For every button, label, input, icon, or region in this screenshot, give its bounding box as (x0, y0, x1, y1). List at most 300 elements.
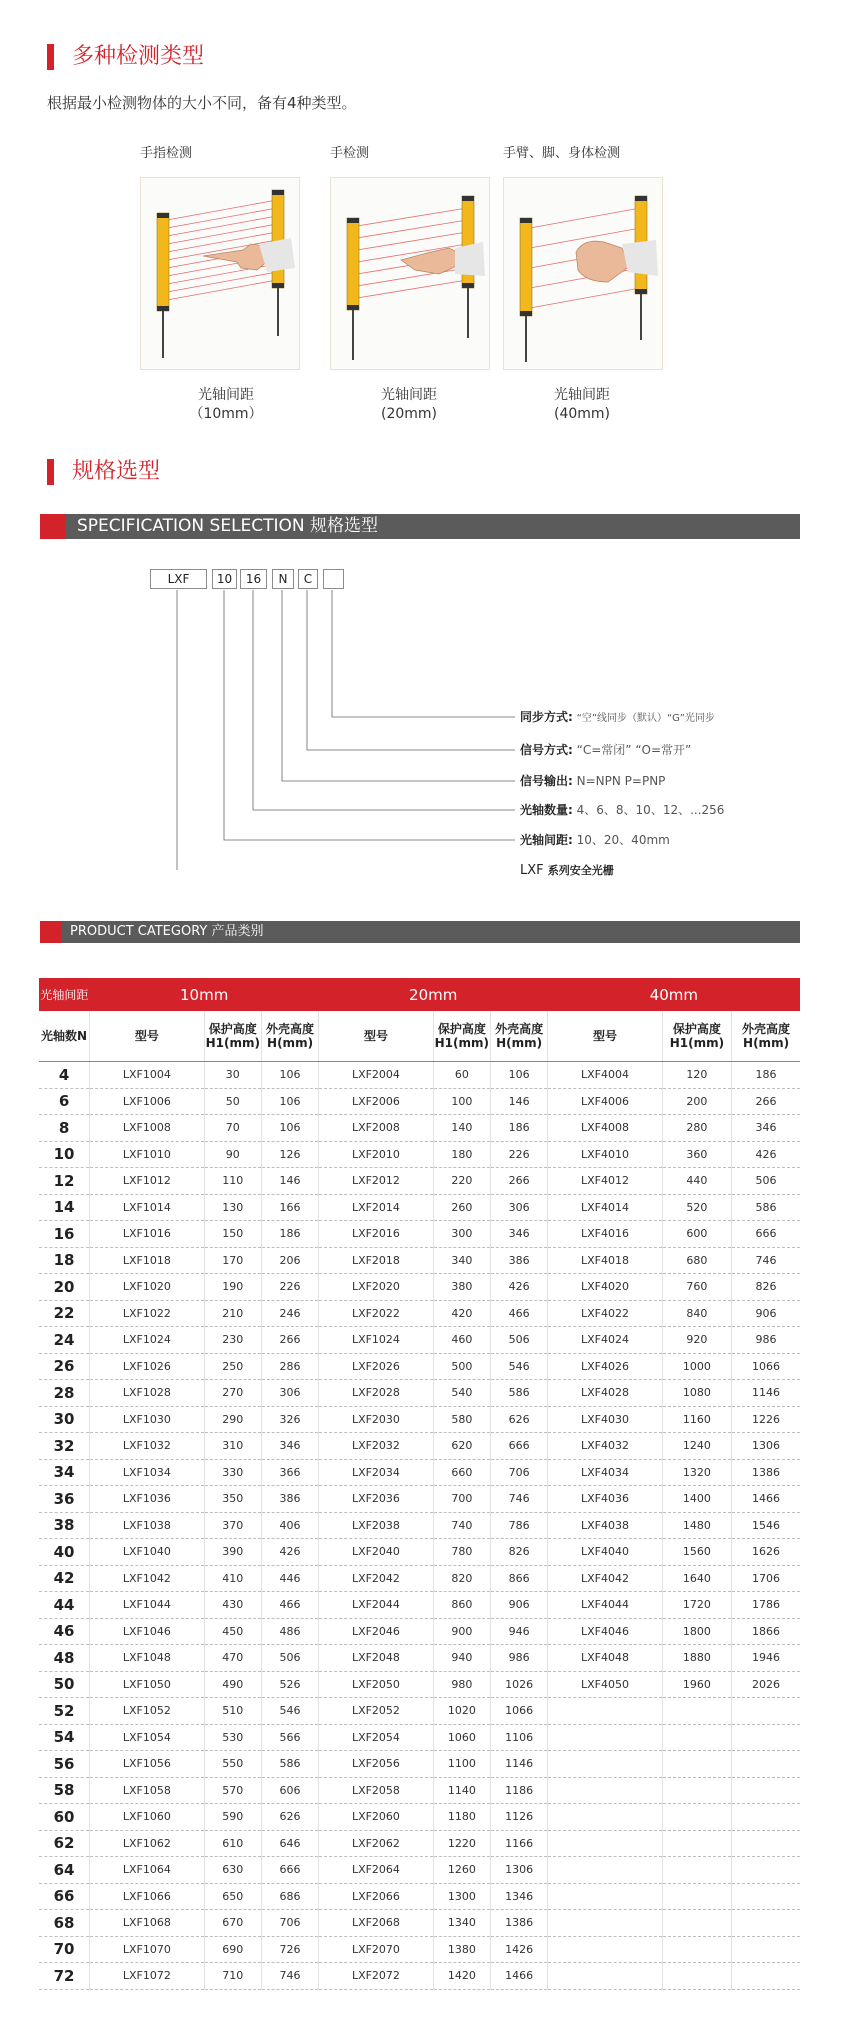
cell-model-20mm: LXF2014 (319, 1194, 434, 1221)
cell-h-10mm: 326 (261, 1406, 318, 1433)
cell-model-40mm (548, 1936, 663, 1963)
cell-h-10mm: 746 (261, 1963, 318, 1990)
cell-h1-40mm (662, 1724, 731, 1751)
cell-model-40mm: LXF4020 (548, 1274, 663, 1301)
cell-h-40mm: 266 (732, 1088, 800, 1115)
cell-model-20mm: LXF2070 (319, 1936, 434, 1963)
cell-h1-20mm: 940 (433, 1645, 490, 1672)
band-accent (40, 514, 65, 539)
spacing-label-20mm (329, 386, 489, 424)
cell-axis-count: 44 (39, 1592, 90, 1619)
cell-h1-40mm: 1640 (662, 1565, 731, 1592)
cell-h-40mm (732, 1698, 800, 1725)
product-category-table (39, 978, 800, 1990)
cell-h-10mm: 606 (261, 1777, 318, 1804)
cell-axis-count: 40 (39, 1539, 90, 1566)
cell-h-40mm: 1386 (732, 1459, 800, 1486)
band-title: PRODUCT CATEGORY 产品类别 (70, 924, 264, 939)
cell-model-20mm: LXF2072 (319, 1963, 434, 1990)
cell-h1-40mm: 840 (662, 1300, 731, 1327)
table-row (39, 1247, 800, 1274)
cell-model-10mm: LXF1044 (90, 1592, 205, 1619)
cell-h1-40mm: 1960 (662, 1671, 731, 1698)
cell-axis-count: 54 (39, 1724, 90, 1751)
header-housing-height: 外壳高度H(mm) (261, 1011, 318, 1062)
cell-h1-20mm: 1220 (433, 1830, 490, 1857)
legend-label: 光轴数量: (520, 803, 573, 817)
spacing-label-10mm (146, 386, 306, 424)
legend-label: 信号输出: (520, 774, 573, 788)
header-protect-height: 保护高度H1(mm) (433, 1011, 490, 1062)
legend-value: 4、6、8、10、12、...256 (576, 803, 725, 817)
cell-model-10mm: LXF1054 (90, 1724, 205, 1751)
cell-h1-10mm: 70 (204, 1115, 261, 1142)
cell-h-40mm: 1066 (732, 1353, 800, 1380)
cell-h1-20mm: 980 (433, 1671, 490, 1698)
cell-h1-20mm: 660 (433, 1459, 490, 1486)
header-housing-height: 外壳高度H(mm) (490, 1011, 547, 1062)
code-box-spacing: 10 (212, 569, 237, 589)
cell-model-10mm: LXF1066 (90, 1883, 205, 1910)
cell-h-20mm: 1426 (490, 1936, 547, 1963)
cell-h1-20mm: 820 (433, 1565, 490, 1592)
cell-model-40mm: LXF4022 (548, 1300, 663, 1327)
type-caption-arm-body: 手臂、脚、身体检测 (503, 146, 621, 161)
table-row (39, 1936, 800, 1963)
cell-h-10mm: 226 (261, 1274, 318, 1301)
legend-value: N=NPN P=PNP (576, 774, 666, 788)
table-row (39, 1300, 800, 1327)
cell-h1-20mm: 300 (433, 1221, 490, 1248)
cell-axis-count: 34 (39, 1459, 90, 1486)
cell-h-10mm: 346 (261, 1433, 318, 1460)
spacing-label: 光轴间距 (198, 387, 254, 403)
cell-h-10mm: 106 (261, 1088, 318, 1115)
spacing-label: 光轴间距 (381, 387, 437, 403)
table-row (39, 1618, 800, 1645)
cell-model-10mm: LXF1046 (90, 1618, 205, 1645)
legend-sync-mode (520, 709, 715, 727)
cell-h1-40mm (662, 1883, 731, 1910)
table-row (39, 1565, 800, 1592)
cell-h-20mm: 346 (490, 1221, 547, 1248)
spacing-value: (20mm) (380, 406, 437, 422)
cell-model-20mm: LXF2026 (319, 1353, 434, 1380)
cell-h-40mm: 426 (732, 1141, 800, 1168)
cell-model-20mm: LXF2042 (319, 1565, 434, 1592)
cell-h-40mm: 1786 (732, 1592, 800, 1619)
cell-model-40mm (548, 1857, 663, 1884)
cell-h-10mm: 366 (261, 1459, 318, 1486)
cell-h-10mm: 686 (261, 1883, 318, 1910)
table-row (39, 1141, 800, 1168)
cell-model-40mm: LXF4042 (548, 1565, 663, 1592)
cell-model-10mm: LXF1032 (90, 1433, 205, 1460)
hand-detection-image (330, 177, 490, 370)
cell-h-20mm: 266 (490, 1168, 547, 1195)
code-box-output: N (272, 569, 294, 589)
cell-axis-count: 22 (39, 1300, 90, 1327)
cell-axis-count: 36 (39, 1486, 90, 1513)
cell-h-10mm: 586 (261, 1751, 318, 1778)
cell-axis-count: 70 (39, 1936, 90, 1963)
code-box-signal: C (298, 569, 318, 589)
cell-model-10mm: LXF1070 (90, 1936, 205, 1963)
cell-h1-20mm: 100 (433, 1088, 490, 1115)
cell-h-10mm: 426 (261, 1539, 318, 1566)
cell-h-10mm: 206 (261, 1247, 318, 1274)
header-axis-count: 光轴数N (39, 1011, 90, 1062)
cell-h-40mm: 2026 (732, 1671, 800, 1698)
cell-model-20mm: LXF2040 (319, 1539, 434, 1566)
cell-axis-count: 68 (39, 1910, 90, 1937)
cell-model-20mm: LXF2032 (319, 1433, 434, 1460)
cell-axis-count: 30 (39, 1406, 90, 1433)
cell-model-10mm: LXF1028 (90, 1380, 205, 1407)
cell-h-40mm (732, 1910, 800, 1937)
cell-h-10mm: 406 (261, 1512, 318, 1539)
cell-h1-40mm: 280 (662, 1115, 731, 1142)
cell-h1-10mm: 530 (204, 1724, 261, 1751)
cell-h-10mm: 106 (261, 1115, 318, 1142)
cell-h-10mm: 286 (261, 1353, 318, 1380)
cell-model-10mm: LXF1040 (90, 1539, 205, 1566)
cell-h1-20mm: 420 (433, 1300, 490, 1327)
cell-axis-count: 6 (39, 1088, 90, 1115)
table-row (39, 1883, 800, 1910)
cell-h1-20mm: 700 (433, 1486, 490, 1513)
cell-model-10mm: LXF1050 (90, 1671, 205, 1698)
header-model: 型号 (319, 1011, 434, 1062)
cell-h-20mm: 946 (490, 1618, 547, 1645)
cell-h1-10mm: 250 (204, 1353, 261, 1380)
cell-h-40mm: 1546 (732, 1512, 800, 1539)
section-title-spec-selection: 规格选型 (72, 459, 161, 484)
cell-model-20mm: LXF2016 (319, 1221, 434, 1248)
cell-h1-40mm: 360 (662, 1141, 731, 1168)
cell-h1-40mm: 1000 (662, 1353, 731, 1380)
cell-model-10mm: LXF1052 (90, 1698, 205, 1725)
cell-h1-40mm: 200 (662, 1088, 731, 1115)
table-row (39, 1327, 800, 1354)
intro-text: 根据最小检测物体的大小不同，备有4种类型。 (47, 94, 357, 112)
spacing-value: (40mm) (553, 406, 610, 422)
cell-h1-20mm: 60 (433, 1062, 490, 1089)
header-axis-spacing: 光轴间距 (39, 978, 90, 1011)
cell-model-40mm: LXF4048 (548, 1645, 663, 1672)
cell-model-40mm: LXF4014 (548, 1194, 663, 1221)
cell-model-40mm: LXF4028 (548, 1380, 663, 1407)
cell-model-20mm: LXF2038 (319, 1512, 434, 1539)
table-row (39, 1353, 800, 1380)
cell-h-40mm (732, 1936, 800, 1963)
cell-h1-40mm: 120 (662, 1062, 731, 1089)
cell-h-40mm: 586 (732, 1194, 800, 1221)
cell-h1-10mm: 630 (204, 1857, 261, 1884)
cell-model-40mm: LXF4016 (548, 1221, 663, 1248)
cell-model-10mm: LXF1064 (90, 1857, 205, 1884)
cell-model-10mm: LXF1022 (90, 1300, 205, 1327)
table-row (39, 1486, 800, 1513)
cell-h-20mm: 1126 (490, 1804, 547, 1831)
cell-h-40mm: 1306 (732, 1433, 800, 1460)
cell-h-10mm: 486 (261, 1618, 318, 1645)
cell-h-10mm: 506 (261, 1645, 318, 1672)
cell-model-40mm: LXF4046 (548, 1618, 663, 1645)
cell-model-40mm: LXF4018 (548, 1247, 663, 1274)
cell-h-40mm: 906 (732, 1300, 800, 1327)
cell-axis-count: 50 (39, 1671, 90, 1698)
cell-model-20mm: LXF2010 (319, 1141, 434, 1168)
cell-h-20mm: 466 (490, 1300, 547, 1327)
cell-h1-10mm: 430 (204, 1592, 261, 1619)
cell-axis-count: 42 (39, 1565, 90, 1592)
cell-h1-10mm: 450 (204, 1618, 261, 1645)
cell-h-10mm: 666 (261, 1857, 318, 1884)
cell-h-20mm: 426 (490, 1274, 547, 1301)
cell-h1-20mm: 900 (433, 1618, 490, 1645)
legend-value: 系列安全光栅 (547, 864, 614, 877)
table-row (39, 1168, 800, 1195)
cell-h1-40mm: 680 (662, 1247, 731, 1274)
band-title: SPECIFICATION SELECTION 规格选型 (77, 516, 379, 536)
table-row (39, 1380, 800, 1407)
cell-model-40mm (548, 1804, 663, 1831)
cell-h1-40mm: 1880 (662, 1645, 731, 1672)
cell-h-40mm: 1866 (732, 1618, 800, 1645)
cell-model-10mm: LXF1018 (90, 1247, 205, 1274)
cell-h-40mm (732, 1857, 800, 1884)
cell-h1-40mm (662, 1910, 731, 1937)
cell-h-40mm: 746 (732, 1247, 800, 1274)
cell-h-40mm (732, 1804, 800, 1831)
table-row (39, 1539, 800, 1566)
cell-h1-10mm: 670 (204, 1910, 261, 1937)
table-row (39, 1406, 800, 1433)
table-row (39, 1088, 800, 1115)
cell-model-20mm: LXF2054 (319, 1724, 434, 1751)
cell-axis-count: 38 (39, 1512, 90, 1539)
cell-axis-count: 58 (39, 1777, 90, 1804)
cell-h1-10mm: 370 (204, 1512, 261, 1539)
cell-model-20mm: LXF2046 (319, 1618, 434, 1645)
cell-h-40mm: 1146 (732, 1380, 800, 1407)
section-title-detection-types: 多种检测类型 (72, 44, 205, 69)
cell-h1-10mm: 170 (204, 1247, 261, 1274)
table-body (39, 1062, 800, 1990)
cell-axis-count: 18 (39, 1247, 90, 1274)
table-row (39, 1645, 800, 1672)
cell-h1-20mm: 1140 (433, 1777, 490, 1804)
cell-h1-40mm (662, 1830, 731, 1857)
cell-h1-20mm: 1100 (433, 1751, 490, 1778)
cell-h1-20mm: 1420 (433, 1963, 490, 1990)
finger-detection-image (140, 177, 300, 370)
arm-body-detection-image (503, 177, 663, 370)
cell-model-10mm: LXF1016 (90, 1221, 205, 1248)
cell-h-20mm: 386 (490, 1247, 547, 1274)
cell-model-40mm (548, 1910, 663, 1937)
spec-selection-band (40, 514, 800, 539)
cell-model-40mm: LXF4006 (548, 1088, 663, 1115)
header-group-20mm: 20mm (319, 978, 548, 1011)
table-row (39, 1433, 800, 1460)
cell-h-20mm: 186 (490, 1115, 547, 1142)
cell-h1-10mm: 50 (204, 1088, 261, 1115)
cell-h-40mm (732, 1777, 800, 1804)
table-row (39, 1592, 800, 1619)
cell-h-20mm: 986 (490, 1645, 547, 1672)
cell-h-20mm: 146 (490, 1088, 547, 1115)
cell-h-20mm: 786 (490, 1512, 547, 1539)
cell-h-10mm: 306 (261, 1380, 318, 1407)
cell-h-10mm: 386 (261, 1486, 318, 1513)
cell-h-20mm: 1386 (490, 1910, 547, 1937)
cell-h-10mm: 166 (261, 1194, 318, 1221)
cell-model-20mm: LXF2068 (319, 1910, 434, 1937)
header-model: 型号 (548, 1011, 663, 1062)
cell-axis-count: 66 (39, 1883, 90, 1910)
cell-model-40mm (548, 1751, 663, 1778)
cell-h-40mm: 1946 (732, 1645, 800, 1672)
cell-h1-10mm: 490 (204, 1671, 261, 1698)
table-header-columns (39, 1011, 800, 1062)
cell-model-20mm: LXF2022 (319, 1300, 434, 1327)
cell-h1-10mm: 210 (204, 1300, 261, 1327)
cell-h1-40mm: 1240 (662, 1433, 731, 1460)
table-row (39, 1698, 800, 1725)
cell-h1-10mm: 690 (204, 1936, 261, 1963)
cell-model-40mm: LXF4008 (548, 1115, 663, 1142)
header-model: 型号 (90, 1011, 205, 1062)
table-row (39, 1857, 800, 1884)
table-row (39, 1963, 800, 1990)
cell-h1-10mm: 610 (204, 1830, 261, 1857)
cell-model-40mm: LXF4004 (548, 1062, 663, 1089)
cell-model-10mm: LXF1008 (90, 1115, 205, 1142)
cell-axis-count: 46 (39, 1618, 90, 1645)
cell-h1-40mm (662, 1751, 731, 1778)
cell-h1-40mm: 1800 (662, 1618, 731, 1645)
cell-model-20mm: LXF2008 (319, 1115, 434, 1142)
type-caption-hand: 手检测 (330, 146, 370, 161)
cell-h-20mm: 1106 (490, 1724, 547, 1751)
cell-axis-count: 24 (39, 1327, 90, 1354)
cell-h-20mm: 1026 (490, 1671, 547, 1698)
cell-h1-40mm: 760 (662, 1274, 731, 1301)
table-row (39, 1221, 800, 1248)
cell-h-10mm: 146 (261, 1168, 318, 1195)
table-row (39, 1459, 800, 1486)
cell-h1-40mm (662, 1777, 731, 1804)
cell-model-10mm: LXF1014 (90, 1194, 205, 1221)
code-box-series: LXF (150, 569, 207, 589)
cell-axis-count: 10 (39, 1141, 90, 1168)
cell-h1-20mm: 1340 (433, 1910, 490, 1937)
cell-h1-20mm: 1020 (433, 1698, 490, 1725)
cell-h-40mm: 1466 (732, 1486, 800, 1513)
spacing-value: （10mm） (189, 406, 263, 422)
cell-model-40mm: LXF4030 (548, 1406, 663, 1433)
cell-h-20mm: 506 (490, 1327, 547, 1354)
cell-axis-count: 72 (39, 1963, 90, 1990)
cell-axis-count: 26 (39, 1353, 90, 1380)
table-row (39, 1777, 800, 1804)
cell-model-10mm: LXF1056 (90, 1751, 205, 1778)
cell-h1-40mm: 920 (662, 1327, 731, 1354)
cell-axis-count: 8 (39, 1115, 90, 1142)
cell-model-10mm: LXF1020 (90, 1274, 205, 1301)
cell-model-40mm: LXF4012 (548, 1168, 663, 1195)
type-caption-finger: 手指检测 (140, 146, 193, 161)
table-row (39, 1751, 800, 1778)
cell-h-10mm: 566 (261, 1724, 318, 1751)
cell-h1-40mm: 1080 (662, 1380, 731, 1407)
cell-h-20mm: 866 (490, 1565, 547, 1592)
cell-h-10mm: 186 (261, 1221, 318, 1248)
table-row (39, 1194, 800, 1221)
legend-signal-mode (520, 742, 691, 758)
legend-label: 同步方式: (520, 710, 573, 724)
cell-h-20mm: 1066 (490, 1698, 547, 1725)
cell-h1-10mm: 410 (204, 1565, 261, 1592)
cell-h-40mm: 1226 (732, 1406, 800, 1433)
cell-axis-count: 60 (39, 1804, 90, 1831)
cell-model-40mm (548, 1698, 663, 1725)
cell-h-20mm: 1166 (490, 1830, 547, 1857)
cell-h1-20mm: 860 (433, 1592, 490, 1619)
cell-h1-10mm: 330 (204, 1459, 261, 1486)
cell-axis-count: 48 (39, 1645, 90, 1672)
cell-h1-20mm: 460 (433, 1327, 490, 1354)
cell-h-20mm: 1466 (490, 1963, 547, 1990)
cell-model-20mm: LXF2052 (319, 1698, 434, 1725)
cell-h1-10mm: 230 (204, 1327, 261, 1354)
legend-label: 信号方式: (520, 743, 573, 757)
cell-h1-10mm: 30 (204, 1062, 261, 1089)
cell-model-40mm: LXF4040 (548, 1539, 663, 1566)
legend-value: 10、20、40mm (576, 833, 670, 847)
cell-model-40mm: LXF4050 (548, 1671, 663, 1698)
cell-model-20mm: LXF2062 (319, 1830, 434, 1857)
cell-h1-10mm: 510 (204, 1698, 261, 1725)
section-marker (47, 44, 54, 70)
cell-h1-20mm: 180 (433, 1141, 490, 1168)
cell-model-20mm: LXF2004 (319, 1062, 434, 1089)
cell-h1-10mm: 290 (204, 1406, 261, 1433)
cell-model-40mm: LXF4032 (548, 1433, 663, 1460)
legend-label: 光轴间距: (520, 833, 573, 847)
cell-h-10mm: 266 (261, 1327, 318, 1354)
legend-label: LXF (520, 863, 544, 878)
cell-h-20mm: 626 (490, 1406, 547, 1433)
cell-h-20mm: 906 (490, 1592, 547, 1619)
cell-h-20mm: 226 (490, 1141, 547, 1168)
cell-model-20mm: LXF2066 (319, 1883, 434, 1910)
cell-h-40mm: 186 (732, 1062, 800, 1089)
cell-model-10mm: LXF1030 (90, 1406, 205, 1433)
cell-h1-40mm (662, 1963, 731, 1990)
cell-h1-40mm: 1400 (662, 1486, 731, 1513)
table-row (39, 1910, 800, 1937)
cell-model-40mm: LXF4036 (548, 1486, 663, 1513)
cell-axis-count: 52 (39, 1698, 90, 1725)
cell-model-20mm: LXF2050 (319, 1671, 434, 1698)
cell-model-40mm (548, 1883, 663, 1910)
table-row (39, 1671, 800, 1698)
cell-h1-10mm: 150 (204, 1221, 261, 1248)
product-category-band (40, 921, 800, 943)
